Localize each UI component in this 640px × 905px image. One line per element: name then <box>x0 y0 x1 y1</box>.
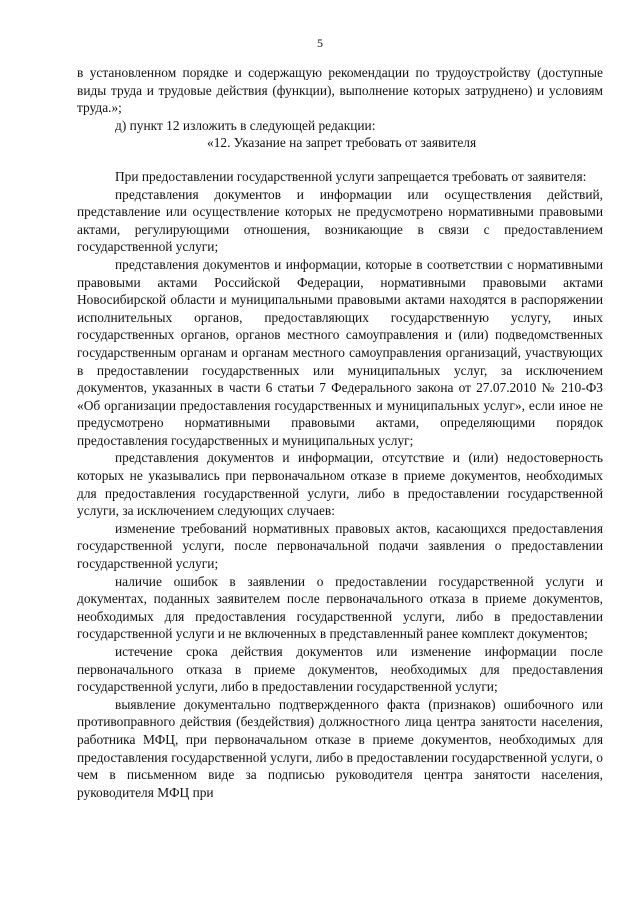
paragraph-case: истечение срока действия документов или изменение информации после первоначального отказа в приеме документов, необходимых для предоставления государственной услуги, либо в предоставлении государственной услуги; <box>77 644 603 695</box>
paragraph-continuation: в установленном порядке и содержащую рекомендации по трудоустройству (доступные виды труда и трудовые действия (функции), выполнение которых затруднено) и условиям труда.»; <box>77 65 603 116</box>
paragraph-case: выявление документально подтвержденного факта (признаков) ошибочного или противоправного действия (бездействия) должностного лица центра занятости населения, работника МФЦ, при первоначальном отказе в приеме документов, необходимых для предоставления государственной услуги, либо в предоставлении государственной услуги, о чем в письменном виде за подписью руководителя центра занятости населения, руководителя МФЦ при <box>77 696 603 800</box>
document-body <box>77 64 603 801</box>
paragraph-subitem-d: д) пункт 12 изложить в следующей редакции: <box>115 117 376 133</box>
page-number: 5 <box>317 36 323 50</box>
paragraph-intro: При предоставлении государственной услуги запрещается требовать от заявителя: <box>115 168 587 184</box>
paragraph-item: представления документов и информации или осуществления действий, представление или осуществление которых не предусмотрено нормативными правовыми актами, регулирующими отношения, возникающие в связи с предоставлением государственной услуги; <box>77 186 603 255</box>
paragraph-item: представления документов и информации, которые в соответствии с нормативными правовыми актами Российской Федерации, нормативными правовыми актами Новосибирской области и муниципальными правовыми актами находятся в распоряжении исполнительных органов, предоставляющих государственную услугу, иных государственных органов, органов местного самоуправления и (или) подведомственных государственным органам и органам местного самоуправления организаций, участвующих в предоставлении государственных или муниципальных услуг, за исключением документов, указанных в части 6 статьи 7 Федерального закона от 27.07.2010 № 210-ФЗ «Об организации предоставления государственных и муниципальных услуг», если иное не предусмотрено нормативными правовыми актами, определяющими порядок предоставления государственных и муниципальных услуг; <box>77 256 603 448</box>
section-heading: «12. Указание на запрет требовать от заявителя <box>207 135 477 151</box>
paragraph-spacer <box>77 152 603 168</box>
paragraph-item: представления документов и информации, отсутствие и (или) недостоверность которых не указывались при первоначальном отказе в приеме документов, необходимых для предоставления государственной услуги, либо в предоставлении государственной услуги, за исключением следующих случаев: <box>77 450 603 519</box>
paragraph-case: изменение требований нормативных правовых актов, касающихся предоставления государственной услуги, после первоначальной подачи заявления о предоставлении государственной услуги; <box>77 520 603 572</box>
paragraph-case: наличие ошибок в заявлении о предоставлении государственной услуги и документах, поданных заявителем после первоначального отказа в приеме документов, необходимых для предоставления государственной услуги, либо в предоставлении государственной услуги и не включенных в представленный ранее комплект документов; <box>77 573 603 642</box>
